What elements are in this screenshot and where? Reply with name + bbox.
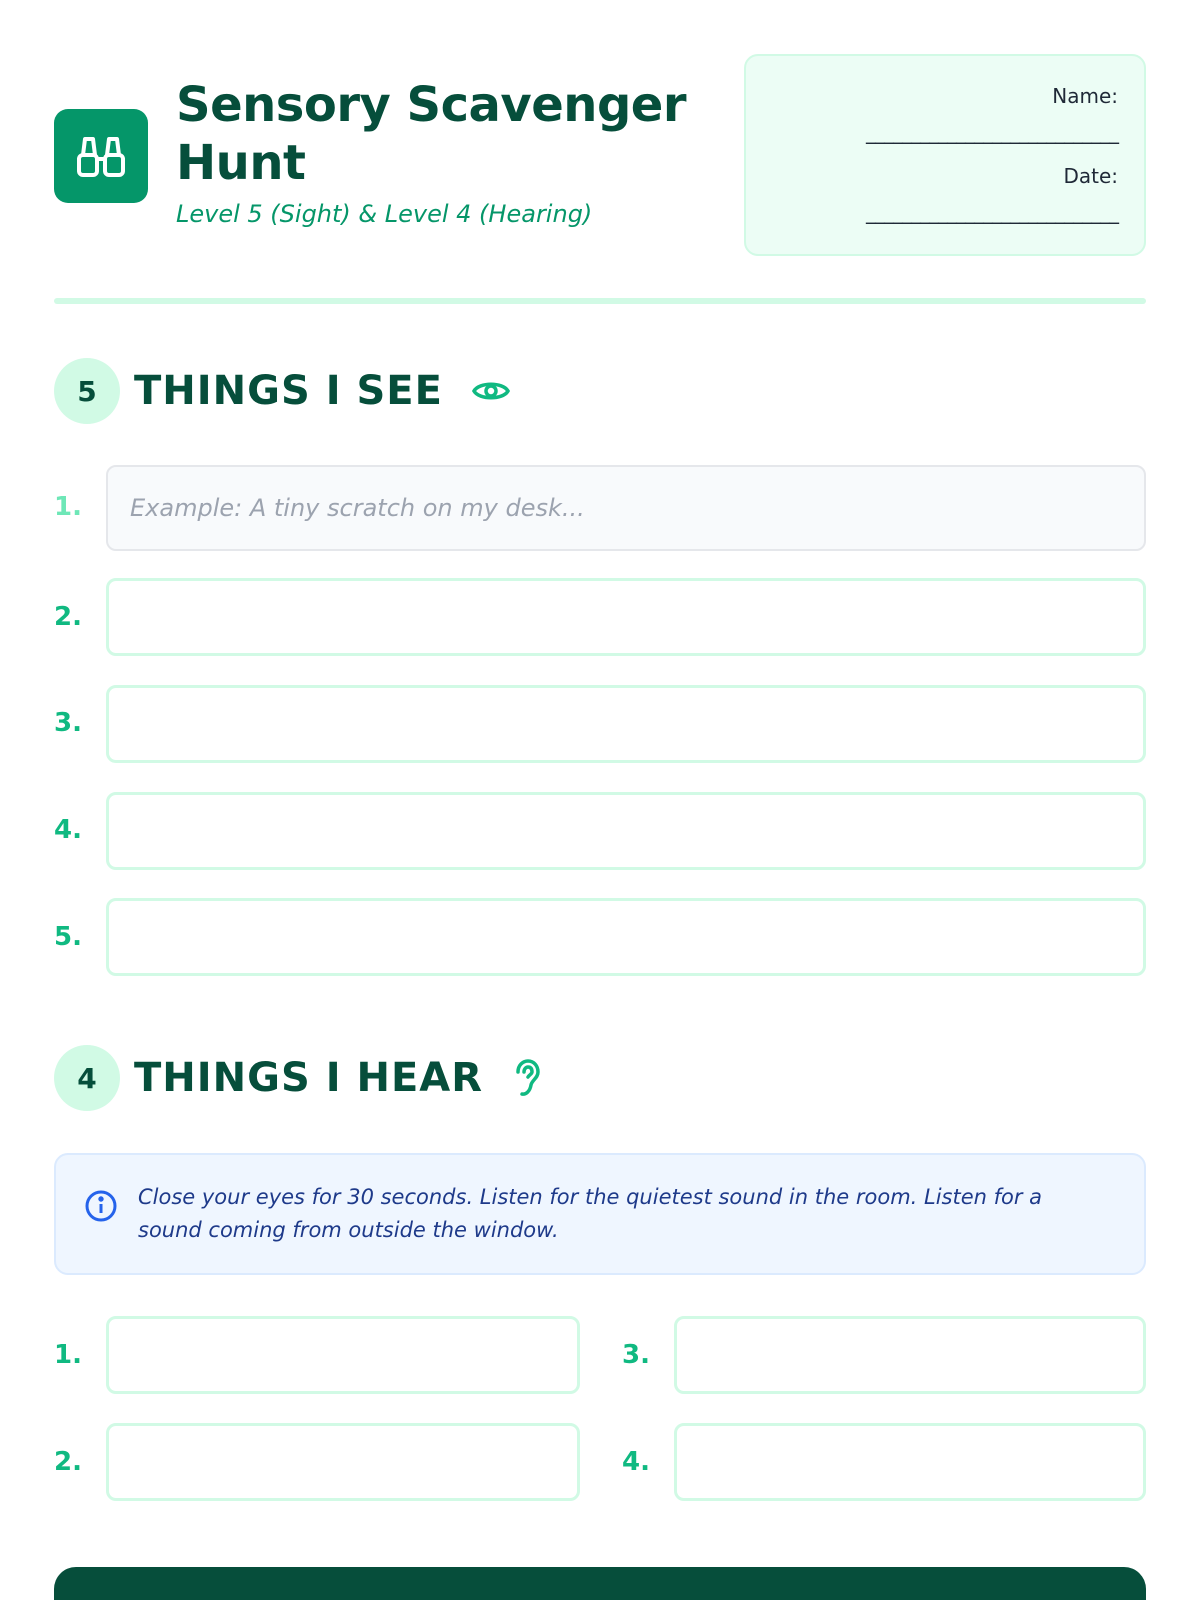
hear-row-number: 4. bbox=[622, 1447, 650, 1477]
hear-section-header bbox=[54, 1045, 543, 1111]
listening-instructions bbox=[54, 1153, 1146, 1275]
see-row-number: 5. bbox=[54, 922, 82, 952]
hear-row-number: 3. bbox=[622, 1340, 650, 1370]
header-divider bbox=[54, 298, 1146, 304]
footer-bar bbox=[54, 1567, 1146, 1600]
see-row-number: 2. bbox=[54, 602, 82, 632]
hear-answer-3[interactable] bbox=[674, 1316, 1146, 1394]
see-answer-3[interactable] bbox=[106, 685, 1146, 763]
name-field[interactable]: ____________________________ bbox=[866, 120, 1118, 144]
see-count-badge: 5 bbox=[54, 358, 120, 424]
hear-count-badge: 4 bbox=[54, 1045, 120, 1111]
see-row-number: 1. bbox=[54, 492, 82, 522]
binoculars-icon bbox=[75, 133, 127, 179]
worksheet-header bbox=[54, 54, 1146, 254]
hear-row-number: 2. bbox=[54, 1447, 82, 1477]
see-answer-5[interactable] bbox=[106, 898, 1146, 976]
instructions-text: Close your eyes for 30 seconds. Listen for the quietest sound in the room. Listen for a sound coming from outside the window. bbox=[138, 1185, 1043, 1242]
info-icon bbox=[84, 1189, 118, 1223]
hear-answer-1[interactable] bbox=[106, 1316, 580, 1394]
hear-row-number: 1. bbox=[54, 1340, 82, 1370]
ear-icon bbox=[511, 1058, 543, 1098]
logo bbox=[54, 109, 148, 203]
page-subtitle: Level 5 (Sight) & Level 4 (Hearing) bbox=[176, 200, 593, 228]
see-answer-4[interactable] bbox=[106, 792, 1146, 870]
hear-section-title: THINGS I HEAR bbox=[134, 1055, 484, 1101]
see-row-number: 3. bbox=[54, 708, 82, 738]
name-date-box bbox=[744, 54, 1146, 256]
see-section-header bbox=[54, 358, 511, 424]
see-answer-1[interactable] bbox=[106, 465, 1146, 551]
see-section-title: THINGS I SEE bbox=[134, 368, 443, 414]
hear-answer-4[interactable] bbox=[674, 1423, 1146, 1501]
see-answer-2[interactable] bbox=[106, 578, 1146, 656]
hear-answer-2[interactable] bbox=[106, 1423, 580, 1501]
page-title: Sensory Scavenger Hunt bbox=[176, 77, 687, 191]
date-field[interactable]: ____________________________ bbox=[866, 200, 1118, 224]
name-label: Name: bbox=[1052, 84, 1118, 108]
date-label: Date: bbox=[1063, 164, 1118, 188]
eye-icon bbox=[471, 376, 511, 406]
example-hint: Example: A tiny scratch on my desk... bbox=[130, 494, 585, 522]
see-row-number: 4. bbox=[54, 815, 82, 845]
